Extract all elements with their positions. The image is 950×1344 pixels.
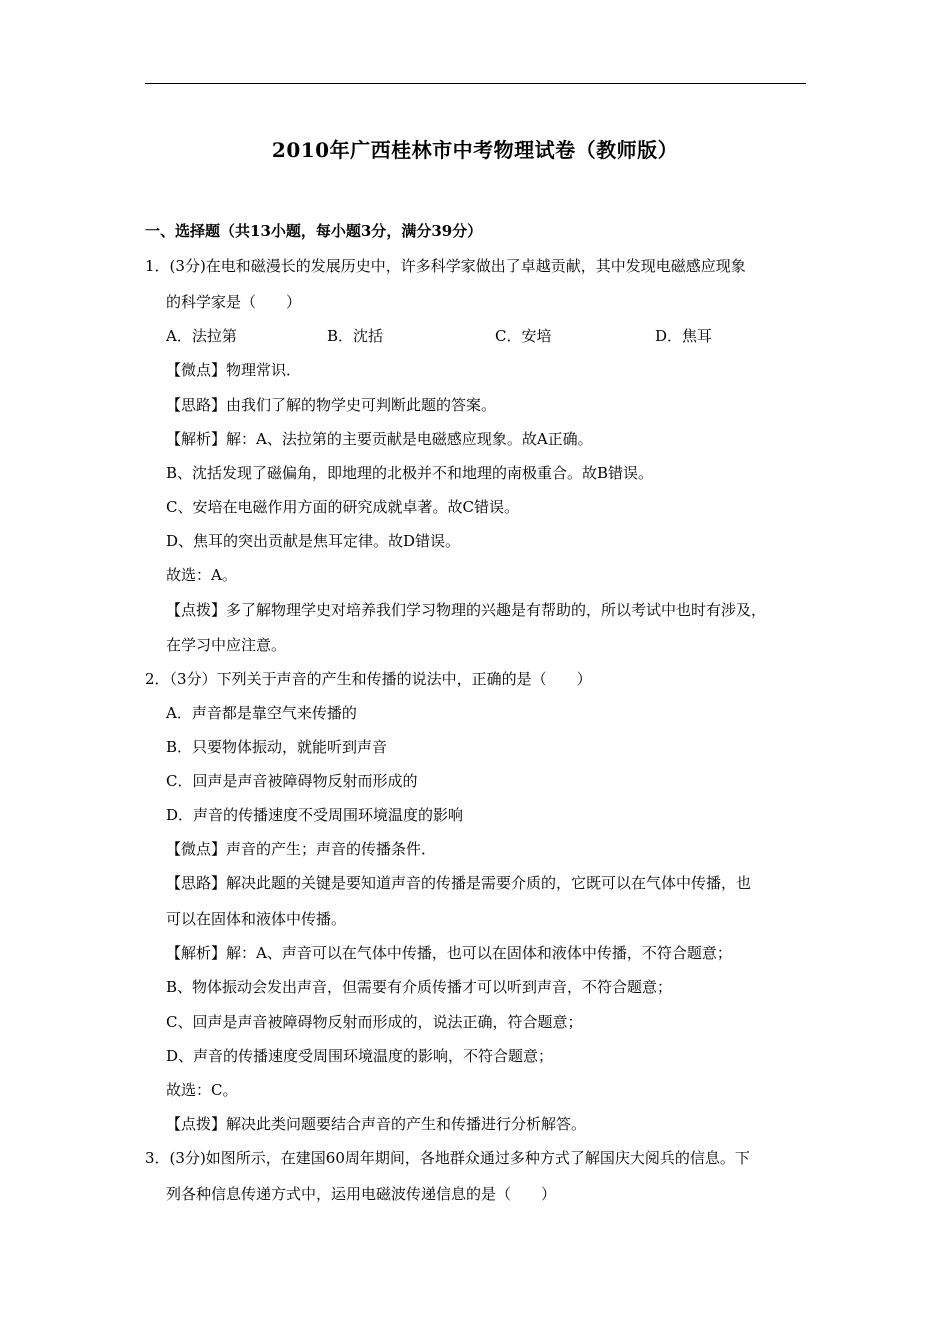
q1-dianbo-line-1: 【点拨】多了解物理学史对培养我们学习物理的兴趣是有帮助的，所以考试中也时有涉及， [166, 601, 767, 619]
q1-dianbo-line-2: 在学习中应注意。 [166, 636, 287, 654]
q1-silu: 【思路】由我们了解的物学史可判断此题的答案。 [166, 396, 497, 414]
q1-option-d: D．焦耳 [655, 327, 713, 345]
section-heading: 一、选择题（共13小题，每小题3分，满分39分） [145, 222, 483, 240]
q1-jiexi: 【解析】解：A、法拉第的主要贡献是电磁感应现象。故A正确。 [166, 430, 593, 448]
q2-option-c: C．回声是声音被障碍物反射而形成的 [166, 772, 418, 790]
page-title: 2010年广西桂林市中考物理试卷（教师版） [271, 138, 679, 162]
q2-option-d: D．声音的传播速度不受周围环境温度的影响 [166, 806, 464, 824]
q1-stem-line-1: 1．(3分)在电和磁漫长的发展历史中，许多科学家做出了卓越贡献，其中发现电磁感应现象 [145, 257, 746, 275]
q1-analysis-b: B、沈括发现了磁偏角，即地理的北极并不和地理的南极重合。故B错误。 [166, 464, 654, 482]
q1-answer: 故选：A。 [166, 566, 237, 584]
q3-stem-line-2: 列各种信息传递方式中，运用电磁波传递信息的是（ ） [166, 1185, 557, 1203]
q2-silu-line-1: 【思路】解决此题的关键是要知道声音的传播是需要介质的，它既可以在气体中传播，也 [166, 874, 752, 892]
q1-option-c: C．安培 [495, 327, 552, 345]
header-rule [145, 83, 806, 84]
q2-analysis-d: D、声音的传播速度受周围环境温度的影响，不符合题意； [166, 1047, 554, 1065]
q2-weidian: 【微点】声音的产生；声音的传播条件． [166, 840, 437, 858]
q2-analysis-c: C、回声是声音被障碍物反射而形成的，说法正确，符合题意； [166, 1013, 583, 1031]
q1-option-b: B．沈括 [327, 327, 384, 345]
q2-option-b: B．只要物体振动，就能听到声音 [166, 738, 388, 756]
q2-stem: 2．（3分）下列关于声音的产生和传播的说法中，正确的是（ ） [145, 670, 592, 688]
q2-jiexi: 【解析】解：A、声音可以在气体中传播，也可以在固体和液体中传播，不符合题意； [166, 944, 732, 962]
q3-stem-line-1: 3．(3分)如图所示，在建国60周年期间，各地群众通过多种方式了解国庆大阅兵的信息。下 [145, 1149, 750, 1167]
q1-stem-line-2: 的科学家是（ ） [166, 293, 302, 311]
q2-silu-line-2: 可以在固体和液体中传播。 [166, 910, 347, 928]
q1-weidian: 【微点】物理常识． [166, 361, 302, 379]
q2-option-a: A．声音都是靠空气来传播的 [166, 704, 357, 722]
q2-analysis-b: B、物体振动会发出声音，但需要有介质传播才可以听到声音，不符合题意； [166, 978, 673, 996]
q2-answer: 故选：C。 [166, 1081, 238, 1099]
q1-option-a: A．法拉第 [166, 327, 237, 345]
q2-dianbo: 【点拨】解决此类问题要结合声音的产生和传播进行分析解答。 [166, 1115, 587, 1133]
q1-analysis-d: D、焦耳的突出贡献是焦耳定律。故D错误。 [166, 532, 461, 550]
q1-analysis-c: C、安培在电磁作用方面的研究成就卓著。故C错误。 [166, 498, 519, 516]
